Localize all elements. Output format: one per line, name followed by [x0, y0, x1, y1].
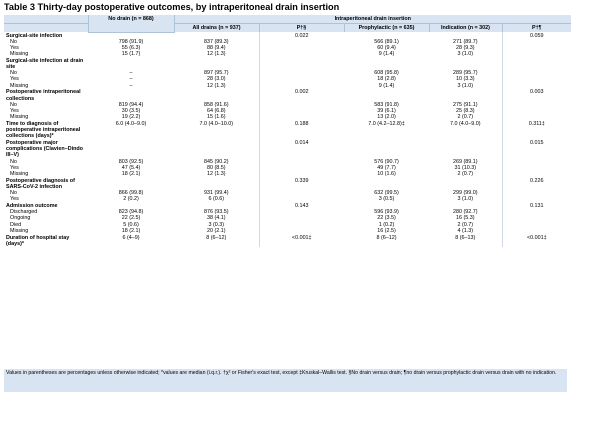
cell-all-drains [174, 89, 259, 102]
header-p-overall: P†§ [259, 24, 344, 33]
cell-all-drains [174, 177, 259, 190]
cell-prophylactic: 18 (2.8) [377, 76, 396, 83]
cell-prophylactic: 10 (1.6) [377, 170, 396, 177]
cell-no-drain [88, 32, 174, 39]
cell-no-drain: 55 (6.3) [121, 44, 141, 51]
cell-no-drain: 798 (91.9) [118, 38, 144, 45]
cell-prophylactic [344, 89, 429, 102]
cell-indication: 271 (89.7) [452, 38, 478, 45]
cell-prophylactic: 566 (89.1) [374, 38, 399, 45]
row-label: Died [10, 221, 22, 228]
cell-indication: 28 (9.3) [455, 44, 475, 51]
cell-prophylactic: 576 (90.7) [374, 158, 399, 165]
cell-indication [429, 57, 502, 70]
cell-indication: 10 (3.3) [455, 76, 475, 83]
header-blank [4, 15, 88, 24]
cell-no-drain: 47 (5.4) [121, 164, 141, 171]
header-no-drain: No drain (n = 868) [88, 15, 174, 32]
cell-prophylactic: 1 (0.2) [378, 221, 395, 228]
table-title: Table 3 Thirty-day postoperative outcomes, by intraperitoneal drain insertion [4, 2, 340, 12]
row-label: Time to diagnosis of postoperative intraperitoneal collections (days)* [6, 120, 81, 140]
cell-indication: 16 (5.3) [455, 215, 475, 222]
table-section-row [4, 202, 571, 209]
cell-prophylactic: 8 (6–12) [376, 234, 397, 241]
cell-all-drains: 20 (2.1) [206, 227, 226, 234]
cell-p-subgroup: 0.059 [502, 32, 571, 39]
cell-prophylactic [344, 139, 429, 158]
cell-indication: 269 (89.1) [452, 158, 478, 165]
cell-no-drain: – [129, 76, 133, 83]
row-label: Yes [10, 76, 19, 83]
cell-all-drains: 7.0 (4.0–10.0) [199, 120, 234, 127]
cell-indication: 8 (6–13) [455, 234, 476, 241]
header-all-drains: All drains (n = 937) [174, 24, 259, 33]
cell-all-drains: 8 (6–12) [206, 234, 227, 241]
cell-prophylactic: 632 (99.5) [374, 190, 399, 197]
cell-p-overall: 0.339 [259, 177, 344, 190]
cell-indication: 275 (91.1) [452, 101, 478, 108]
row-label: Postoperative intraperitoneal collections [6, 89, 81, 102]
row-label: Duration of hospital stay (days)* [6, 234, 70, 247]
cell-indication: 3 (1.0) [457, 51, 474, 58]
cell-prophylactic: 608 (95.8) [374, 70, 399, 77]
cell-indication: 289 (95.7) [452, 70, 478, 77]
table-section-row [4, 32, 571, 39]
row-label: Postoperative diagnosis of SARS-CoV-2 infection [6, 177, 75, 190]
cell-p-overall [259, 57, 344, 70]
row-label: No [10, 190, 17, 197]
cell-p-subgroup: 0.131 [502, 202, 571, 209]
cell-all-drains [174, 202, 259, 209]
header-indication: Indication (n = 302) [429, 24, 502, 33]
cell-all-drains: 64 (6.8) [206, 107, 226, 114]
cell-indication: 7.0 (4.0–9.0) [449, 120, 481, 127]
row-label: Surgical-site infection at drain site [6, 57, 84, 71]
row-label: No [10, 101, 17, 108]
cell-all-drains: 858 (91.6) [203, 101, 229, 108]
cell-prophylactic [344, 177, 429, 190]
cell-no-drain: 823 (94.8) [118, 209, 144, 216]
row-label: Surgical-site infection [6, 32, 63, 39]
cell-p-subgroup [502, 57, 571, 70]
cell-indication: 2 (0.7) [457, 170, 474, 177]
cell-all-drains: 28 (3.0) [206, 76, 226, 83]
row-label: Postoperative major complications (Clavien–Dindo III–V) [6, 139, 83, 159]
cell-p-subgroup: 0.015 [502, 139, 571, 158]
cell-p-overall: <0.001‡ [259, 234, 344, 247]
table-section-row [4, 57, 571, 70]
cell-all-drains [174, 139, 259, 158]
cell-all-drains: 15 (1.6) [206, 114, 226, 121]
cell-prophylactic: 39 (6.1) [377, 107, 396, 114]
cell-p-overall: 0.022 [259, 32, 344, 39]
cell-all-drains: 80 (8.5) [206, 164, 226, 171]
cell-p-subgroup: <0.001‡ [502, 234, 571, 247]
cell-no-drain: 5 (0.6) [123, 221, 139, 228]
cell-p-subgroup: 0.311‡ [502, 120, 571, 139]
cell-no-drain: – [129, 70, 133, 77]
cell-p-overall: 0.014 [259, 139, 344, 158]
row-label: No [10, 38, 17, 45]
cell-prophylactic: 22 (3.5) [377, 215, 396, 222]
cell-all-drains: 38 (4.1) [206, 215, 226, 222]
cell-all-drains: 12 (1.3) [206, 170, 226, 177]
cell-indication: 31 (10.3) [454, 164, 477, 171]
cell-all-drains: 88 (9.4) [206, 44, 226, 51]
cell-prophylactic: 16 (2.5) [377, 227, 396, 234]
row-label: Yes [10, 196, 19, 203]
row-label: No [10, 158, 17, 165]
cell-p-overall: 0.002 [259, 89, 344, 102]
cell-no-drain [88, 177, 174, 190]
cell-no-drain [88, 139, 174, 158]
header-drain-group: Intraperitoneal drain insertion [174, 15, 571, 24]
cell-prophylactic: 60 (9.4) [377, 44, 396, 51]
cell-indication: 3 (1.0) [457, 196, 474, 203]
cell-no-drain: 22 (2.5) [121, 215, 141, 222]
cell-no-drain: 866 (99.8) [118, 190, 144, 197]
cell-prophylactic: 49 (7.7) [377, 164, 396, 171]
cell-no-drain [88, 202, 174, 209]
cell-prophylactic [344, 202, 429, 209]
row-label: Yes [10, 107, 19, 114]
row-label: Yes [10, 164, 19, 171]
cell-all-drains: 6 (0.6) [208, 196, 225, 203]
cell-all-drains [174, 32, 259, 39]
header-p-subgroup: P†¶ [502, 24, 571, 33]
table-section-row [4, 120, 571, 139]
cell-indication [429, 177, 502, 190]
cell-no-drain: – [129, 82, 133, 89]
cell-p-subgroup: 0.003 [502, 89, 571, 102]
row-label: Missing [10, 82, 29, 89]
cell-no-drain [88, 89, 174, 102]
cell-all-drains: 3 (0.3) [208, 221, 225, 228]
cell-all-drains [174, 57, 259, 70]
row-label: Missing [10, 51, 29, 58]
cell-no-drain: 6 (4–9) [122, 234, 140, 241]
row-label: Missing [10, 114, 29, 121]
row-label: No [10, 70, 17, 77]
cell-prophylactic [344, 32, 429, 39]
table-body [4, 32, 571, 247]
cell-prophylactic: 3 (0.5) [378, 196, 395, 203]
cell-prophylactic: 596 (93.9) [374, 209, 399, 216]
cell-indication [429, 32, 502, 39]
cell-no-drain: 19 (2.2) [121, 114, 141, 121]
row-label: Admission outcome [6, 202, 58, 209]
table-section-row [4, 177, 571, 190]
header-blank-2 [4, 24, 88, 33]
table-section-row [4, 234, 571, 247]
table-section-row [4, 139, 571, 158]
cell-all-drains: 876 (93.5) [203, 209, 229, 216]
row-label: Yes [10, 44, 19, 51]
cell-all-drains: 837 (89.3) [203, 38, 229, 45]
cell-p-overall: 0.188 [259, 120, 344, 139]
cell-prophylactic: 583 (91.8) [374, 101, 399, 108]
table-footnote: Values in parentheses are percentages unless otherwise indicated; *values are median (i.q.r.). †χ² or Fisher's exact test, except ‡Kruskal–Wallis test. §No drain versus drain; ¶no drain versus prophylactic drain versus drain with no indication. [4, 369, 567, 392]
cell-no-drain: 6.0 (4.0–9.0) [115, 120, 147, 127]
cell-indication [429, 139, 502, 158]
row-label: Missing [10, 170, 29, 177]
cell-all-drains: 12 (1.3) [206, 82, 226, 89]
cell-prophylactic: 9 (1.4) [378, 51, 395, 58]
cell-indication [429, 89, 502, 102]
table-section-row [4, 89, 571, 102]
cell-no-drain: 803 (92.5) [118, 158, 144, 165]
cell-no-drain [88, 57, 174, 70]
cell-indication: 25 (8.3) [455, 107, 475, 114]
row-label: Missing [10, 227, 29, 234]
row-label: Discharged [10, 209, 38, 216]
cell-no-drain: 2 (0.2) [123, 196, 139, 203]
cell-indication: 4 (1.3) [457, 227, 474, 234]
cell-all-drains: 897 (95.7) [203, 70, 229, 77]
cell-indication: 299 (99.0) [452, 190, 478, 197]
cell-no-drain: 18 (2.1) [121, 170, 141, 177]
cell-all-drains: 845 (90.2) [203, 158, 229, 165]
cell-indication [429, 202, 502, 209]
cell-all-drains: 931 (99.4) [203, 190, 229, 197]
header-prophylactic: Prophylactic (n = 635) [344, 24, 429, 33]
cell-prophylactic: 9 (1.4) [378, 82, 395, 89]
cell-prophylactic: 13 (2.0) [377, 114, 396, 121]
cell-p-subgroup: 0.226 [502, 177, 571, 190]
cell-indication: 2 (0.7) [457, 221, 474, 228]
cell-prophylactic: 7.0 (4.2–12.8)‡ [368, 120, 405, 127]
cell-indication: 3 (1.0) [457, 82, 474, 89]
outcomes-table [4, 15, 571, 247]
cell-indication: 280 (92.7) [452, 209, 478, 216]
cell-no-drain: 819 (94.4) [118, 101, 144, 108]
cell-all-drains: 12 (1.3) [206, 51, 226, 58]
cell-p-overall: 0.143 [259, 202, 344, 209]
cell-indication: 2 (0.7) [457, 114, 474, 121]
cell-prophylactic [344, 57, 429, 70]
cell-no-drain: 15 (1.7) [121, 51, 141, 58]
cell-no-drain: 18 (2.1) [121, 227, 141, 234]
cell-no-drain: 30 (3.5) [121, 107, 141, 114]
row-label: Ongoing [10, 215, 31, 222]
